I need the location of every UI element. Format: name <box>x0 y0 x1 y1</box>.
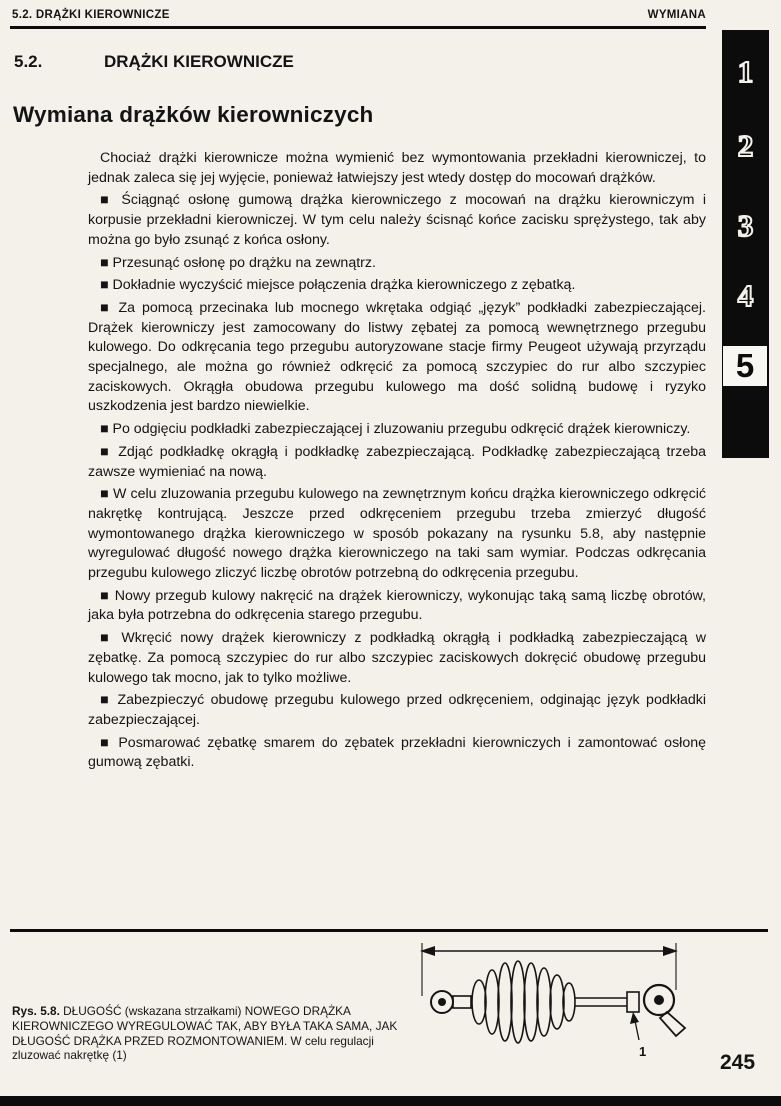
intro-paragraph: Chociaż drążki kierownicze można wymienić bez wymontowania przekładni kierowniczej, to jednak zaleca się jej wyjęcie, ponieważ łatwiejszy jest wtedy dostęp do mocowań drążków. <box>88 150 706 186</box>
bellows <box>472 961 575 1043</box>
chapter-tab-2: 2 <box>737 128 754 163</box>
bullet-paragraph: ■ Ściągnąć osłonę gumową drążka kierowniczego z mocowań na drążku kierowniczym i korpusie przekładni kierowniczej. W tym celu należy ścisnąć końce zacisku sprężystego, tak aby można go było zsunąć z końca osłony. <box>88 192 706 248</box>
chapter-tab-strip <box>722 30 769 458</box>
part-number-label: 1 <box>639 1044 647 1059</box>
part-pointer <box>630 1012 646 1059</box>
bullet-paragraph: ■ Nowy przegub kulowy nakręcić na drążek kierowniczy, wykonując taką samą liczbę obrotów, jaka była potrzebna do odkręcenia starego przegubu. <box>88 587 706 624</box>
dimension-arrows <box>420 943 678 996</box>
figure-caption-text: DŁUGOŚĆ (wskazana strzałkami) NOWEGO DRĄŻKA KIEROWNICZEGO WYREGULOWAĆ TAK, ABY BYŁA TAKA SAMA, JAK DŁUGOŚĆ DRĄŻKA PRZED ROZMONTOWANIEM. W celu regulacji zluzować nakrętkę (1) <box>12 1004 398 1063</box>
tie-rod-shaft <box>575 992 639 1012</box>
bullet-paragraph: ■ Zabezpieczyć obudowę przegubu kulowego przed odkręceniem, odginając język podkładki zabezpieczającej. <box>88 692 706 728</box>
header-rule <box>10 26 706 29</box>
section-title: DRĄŻKI KIEROWNICZE <box>104 52 294 71</box>
chapter-tab-1: 1 <box>737 54 754 89</box>
page-title: Wymiana drążków kierowniczych <box>13 102 374 127</box>
section-heading <box>14 52 704 72</box>
bullet-paragraph: ■ Po odgięciu podkładki zabezpieczającej i zluzowaniu przegubu odkręcić drążek kierowniczy. <box>100 421 691 438</box>
bullet-paragraph: ■ Przesunąć osłonę po drążku na zewnątrz. <box>100 254 376 271</box>
body-text <box>88 149 706 776</box>
chapter-tab-3: 3 <box>737 208 754 243</box>
figure-illustration <box>415 938 710 1066</box>
footer-rule <box>10 929 768 932</box>
page-number: 245 <box>720 1051 756 1074</box>
bullet-paragraph: ■ Dokładnie wyczyścić miejsce połączenia drążka kierowniczego z zębatką. <box>100 277 576 294</box>
figure-caption <box>12 1004 420 1063</box>
bullet-paragraph: ■ Posmarować zębatkę smarem do zębatek przekładni kierowniczych i zamontować osłonę gumową zębatki. <box>88 734 706 771</box>
bullet-paragraph: ■ Zdjąć podkładkę okrągłą i podkładkę zabezpieczającą. Podkładkę zabezpieczającą trzeba zawsze wymieniać na nową. <box>88 443 706 480</box>
chapter-tab-5-active: 5 <box>723 346 767 386</box>
section-number: 5.2. <box>14 52 43 71</box>
chapter-tab-4: 4 <box>737 278 754 313</box>
outer-ball-joint <box>644 985 685 1036</box>
running-header-left: 5.2. DRĄŻKI KIEROWNICZE <box>12 9 170 21</box>
running-header-right: WYMIANA <box>647 9 706 21</box>
inner-joint <box>431 991 471 1013</box>
bullet-paragraph: ■ Za pomocą przecinaka lub mocnego wkrętaka odgiąć „język” podkładki zabezpieczającej. Drążek kierowniczy jest zamocowany do listwy zębatej za pomocą wewnętrznego przegubu kulowego. Do odkręcania tego przegubu autoryzowane stacje firmy Peugeot używają przyrządu specjalnego, ale można go również odkręcić za pomocą szczypiec do rur albo szczypiec zaciskowych. Okrągła obudowa przegubu kulowego ma dość solidną budowę i ryzyko uszkodzenia jest bardzo niewielkie. <box>88 299 706 415</box>
figure-caption-label: Rys. 5.8. <box>12 1004 60 1018</box>
bottom-edge-bar <box>0 1096 781 1106</box>
bullet-paragraph: ■ Wkręcić nowy drążek kierowniczy z podkładką okrągłą i podkładką zabezpieczającą w zębatkę. Za pomocą szczypiec do rur albo szczypiec zaciskowych dokręcić obudowę przegubu kulowego tak mocno, jak to tylko możliwe. <box>88 630 706 686</box>
bullet-paragraph: ■ W celu zluzowania przegubu kulowego na zewnętrznym końcu drążka kierowniczego odkręcić nakrętkę kontrującą. Jeszcze przed odkręceniem przegubu trzeba zmierzyć długość wymontowanego drążka kierowniczego w sposób pokazany na rysunku 5.8, aby następnie wyregulować długość nowego drążka kierowniczego na taki sam wymiar. Podczas odkręcania przegubu kulowego zliczyć liczbę obrotów potrzebną do odkręcenia przegubu. <box>88 486 706 582</box>
